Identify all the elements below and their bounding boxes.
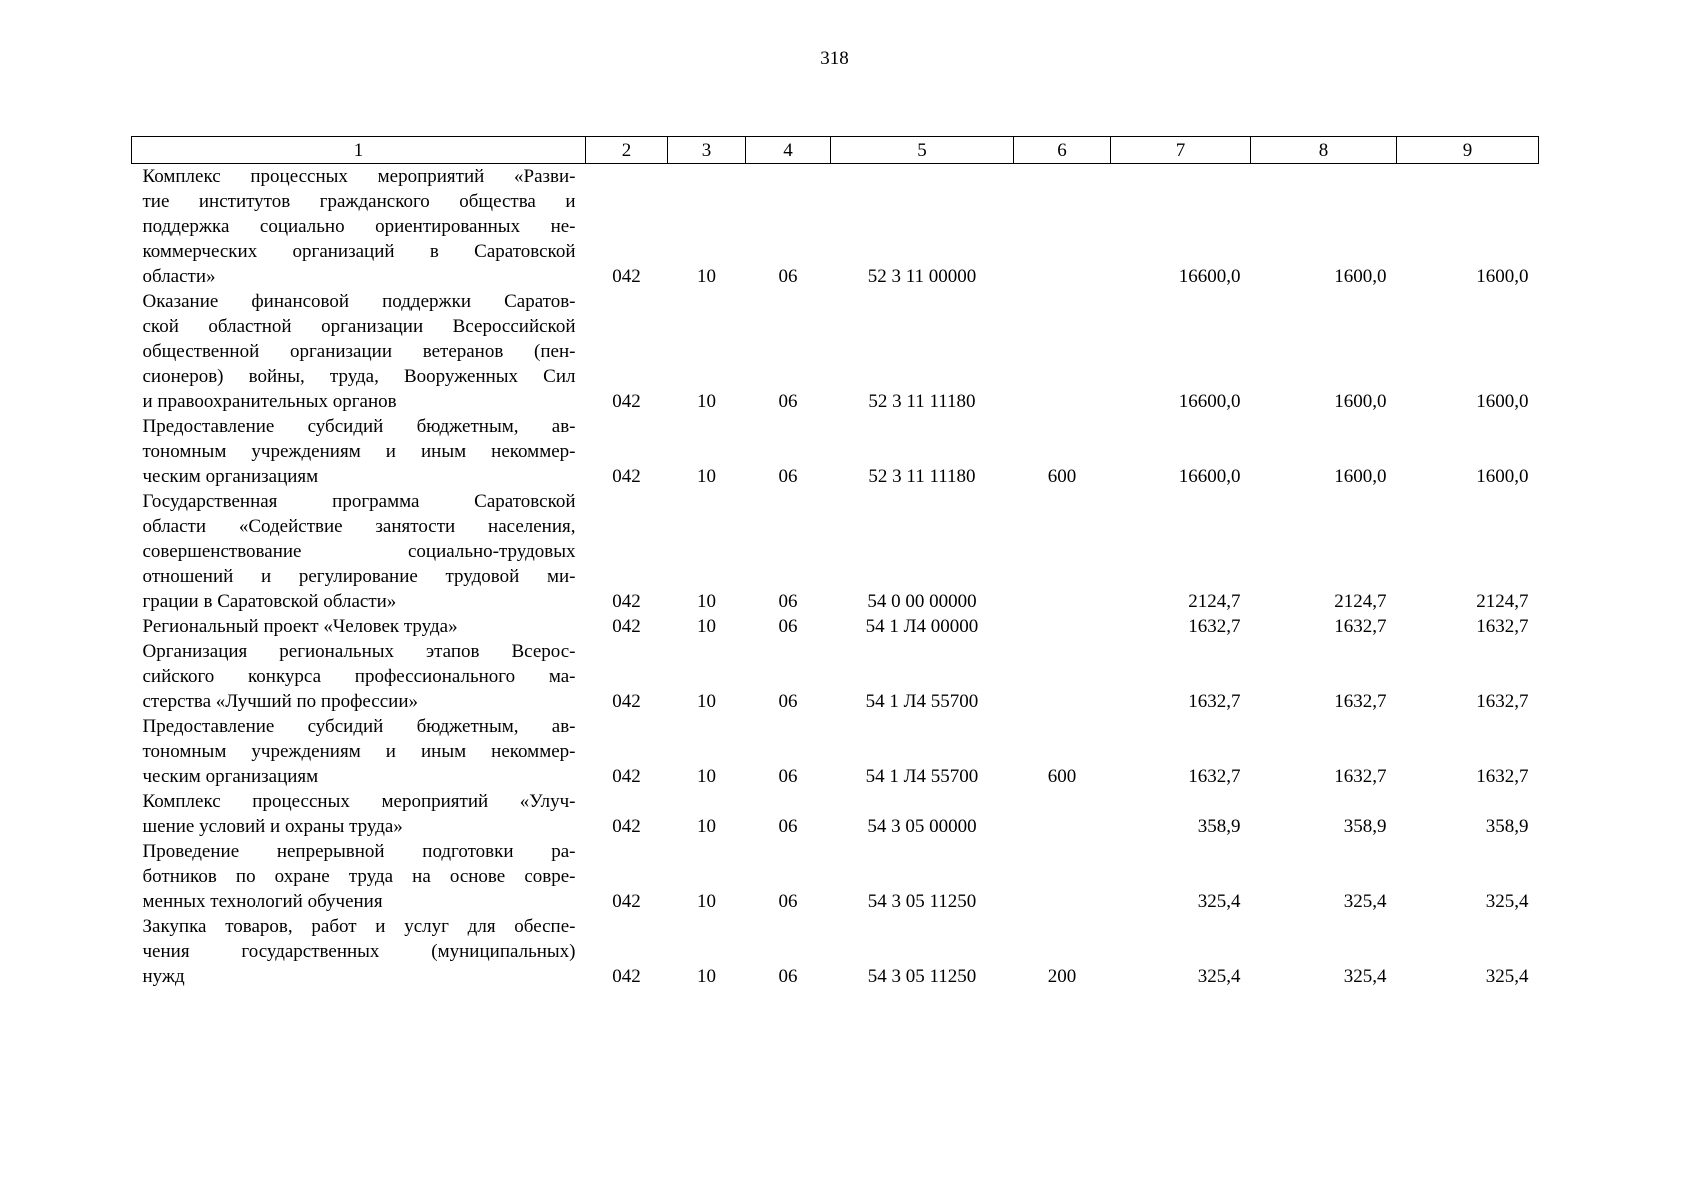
description-line: нужд <box>142 966 185 987</box>
cell-col-7: 358,9 <box>1197 816 1241 837</box>
cell-col-7: 16600,0 <box>1178 266 1241 287</box>
table-header <box>132 137 1539 164</box>
description-line: Проведение непрерывной подготовки ра- <box>142 841 576 862</box>
cell-col-3: 10 <box>697 466 716 487</box>
table-body <box>132 164 1539 990</box>
description-line: Оказание финансовой поддержки Саратов- <box>142 291 576 312</box>
cell-col-3: 10 <box>697 766 716 787</box>
cell-col-6 <box>1014 489 1111 614</box>
column-header-3: 3 <box>668 137 746 164</box>
table-row <box>132 789 1539 839</box>
table-row <box>132 164 1539 290</box>
cell-col-5: 54 1 Л4 55700 <box>865 766 979 787</box>
description-line: Комплекс процессных мероприятий «Разви- <box>142 166 576 187</box>
cell-col-9: 1632,7 <box>1476 766 1529 787</box>
description-line: Предоставление субсидий бюджетным, ав- <box>142 416 576 437</box>
row-description <box>132 164 586 290</box>
description-line: Организация региональных этапов Всерос- <box>142 641 576 662</box>
cell-col-4: 06 <box>778 766 798 787</box>
cell-col-8: 325,4 <box>1343 891 1387 912</box>
description-line: сионеров) войны, труда, Вооруженных Сил <box>142 366 576 387</box>
cell-col-2: 042 <box>612 616 641 637</box>
cell-col-3: 10 <box>697 816 716 837</box>
cell-col-8: 1600,0 <box>1334 391 1387 412</box>
column-header-7: 7 <box>1111 137 1251 164</box>
cell-col-3: 10 <box>697 591 716 612</box>
cell-col-9: 358,9 <box>1485 816 1529 837</box>
cell-col-5: 54 3 05 11250 <box>867 891 977 912</box>
cell-col-9: 325,4 <box>1485 966 1529 987</box>
description-line: коммерческих организаций в Саратовской <box>142 241 576 262</box>
budget-table <box>131 136 1539 989</box>
cell-col-8: 325,4 <box>1343 966 1387 987</box>
column-header-6: 6 <box>1014 137 1111 164</box>
row-description <box>132 839 586 914</box>
cell-col-7: 16600,0 <box>1178 466 1241 487</box>
description-line: тономным учреждениям и иным некоммер- <box>142 441 576 462</box>
cell-col-8: 1600,0 <box>1334 266 1387 287</box>
description-line: отношений и регулирование трудовой ми- <box>142 566 576 587</box>
cell-col-9: 1632,7 <box>1476 691 1529 712</box>
cell-col-6 <box>1014 614 1111 639</box>
cell-col-9: 1600,0 <box>1476 266 1529 287</box>
description-line: Региональный проект «Человек труда» <box>142 616 458 637</box>
description-line: ческим организациям <box>142 766 319 787</box>
cell-col-5: 54 3 05 11250 <box>867 966 977 987</box>
description-line: Комплекс процессных мероприятий «Улуч- <box>142 791 576 812</box>
cell-col-5: 54 1 Л4 55700 <box>865 691 979 712</box>
description-line: тономным учреждениям и иным некоммер- <box>142 741 576 762</box>
description-line: чения государственных (муниципальных) <box>142 941 576 962</box>
description-line: области «Содействие занятости населения, <box>142 516 576 537</box>
column-header-4: 4 <box>746 137 831 164</box>
description-line: ской областной организации Всероссийской <box>142 316 576 337</box>
cell-col-3: 10 <box>697 691 716 712</box>
cell-col-6 <box>1014 164 1111 290</box>
row-description <box>132 714 586 789</box>
cell-col-4: 06 <box>778 691 798 712</box>
row-description <box>132 414 586 489</box>
table-header-row <box>132 137 1539 164</box>
description-line: сийского конкурса профессионального ма- <box>142 666 576 687</box>
cell-col-2: 042 <box>612 766 641 787</box>
description-line: общественной организации ветеранов (пен- <box>142 341 576 362</box>
row-description <box>132 489 586 614</box>
cell-col-9: 325,4 <box>1485 891 1529 912</box>
cell-col-2: 042 <box>612 466 641 487</box>
cell-col-7: 1632,7 <box>1188 691 1241 712</box>
cell-col-8: 2124,7 <box>1334 591 1387 612</box>
cell-col-4: 06 <box>778 616 798 637</box>
table-row <box>132 714 1539 789</box>
table-row <box>132 489 1539 614</box>
description-line: Предоставление субсидий бюджетным, ав- <box>142 716 576 737</box>
description-line: Закупка товаров, работ и услуг для обеспе- <box>142 916 576 937</box>
cell-col-8: 1632,7 <box>1334 691 1387 712</box>
cell-col-6 <box>1014 639 1111 714</box>
table-row <box>132 614 1539 639</box>
cell-col-6: 600 <box>1047 766 1077 787</box>
page-number: 318 <box>820 48 849 69</box>
cell-col-7: 16600,0 <box>1178 391 1241 412</box>
cell-col-6 <box>1014 839 1111 914</box>
cell-col-4: 06 <box>778 816 798 837</box>
table-row <box>132 639 1539 714</box>
description-line: Государственная программа Саратовской <box>142 491 576 512</box>
cell-col-7: 1632,7 <box>1188 766 1241 787</box>
cell-col-2: 042 <box>612 816 641 837</box>
cell-col-2: 042 <box>612 266 641 287</box>
cell-col-2: 042 <box>612 591 641 612</box>
cell-col-9: 1600,0 <box>1476 466 1529 487</box>
column-header-5: 5 <box>831 137 1014 164</box>
description-line: ческим организациям <box>142 466 319 487</box>
description-line: и правоохранительных органов <box>142 391 397 412</box>
description-line: шение условий и охраны труда» <box>142 816 403 837</box>
cell-col-3: 10 <box>697 966 716 987</box>
cell-col-2: 042 <box>612 391 641 412</box>
cell-col-5: 52 3 11 11180 <box>868 466 976 487</box>
row-description <box>132 639 586 714</box>
cell-col-7: 325,4 <box>1197 891 1241 912</box>
cell-col-4: 06 <box>778 891 798 912</box>
row-description <box>132 789 586 839</box>
description-line: совершенствование социально-трудовых <box>142 541 576 562</box>
table-row <box>132 414 1539 489</box>
row-description <box>132 614 586 639</box>
cell-col-8: 1632,7 <box>1334 766 1387 787</box>
description-line: менных технологий обучения <box>142 891 383 912</box>
row-description <box>132 914 586 989</box>
column-header-8: 8 <box>1251 137 1397 164</box>
cell-col-2: 042 <box>612 966 641 987</box>
column-header-9: 9 <box>1397 137 1539 164</box>
description-line: ботников по охране труда на основе совре- <box>142 866 576 887</box>
cell-col-3: 10 <box>697 891 716 912</box>
cell-col-4: 06 <box>778 266 798 287</box>
cell-col-7: 325,4 <box>1197 966 1241 987</box>
column-header-1: 1 <box>132 137 586 164</box>
cell-col-4: 06 <box>778 591 798 612</box>
cell-col-3: 10 <box>697 266 716 287</box>
cell-col-5: 54 3 05 00000 <box>867 816 977 837</box>
cell-col-9: 2124,7 <box>1476 591 1529 612</box>
cell-col-4: 06 <box>778 391 798 412</box>
cell-col-5: 52 3 11 00000 <box>867 266 977 287</box>
cell-col-6 <box>1014 789 1111 839</box>
cell-col-8: 1632,7 <box>1334 616 1387 637</box>
cell-col-3: 10 <box>697 616 716 637</box>
cell-col-3: 10 <box>697 391 716 412</box>
cell-col-9: 1632,7 <box>1476 616 1529 637</box>
table-row <box>132 289 1539 414</box>
cell-col-4: 06 <box>778 466 798 487</box>
cell-col-6: 200 <box>1047 966 1077 987</box>
cell-col-9: 1600,0 <box>1476 391 1529 412</box>
description-line: поддержка социально ориентированных не- <box>142 216 576 237</box>
cell-col-5: 54 1 Л4 00000 <box>865 616 979 637</box>
row-description <box>132 289 586 414</box>
table-row <box>132 914 1539 989</box>
description-line: грации в Саратовской области» <box>142 591 397 612</box>
description-line: стерства «Лучший по профессии» <box>142 691 418 712</box>
cell-col-2: 042 <box>612 691 641 712</box>
cell-col-5: 54 0 00 00000 <box>867 591 977 612</box>
cell-col-8: 1600,0 <box>1334 466 1387 487</box>
cell-col-2: 042 <box>612 891 641 912</box>
column-header-2: 2 <box>586 137 668 164</box>
cell-col-4: 06 <box>778 966 798 987</box>
table-row <box>132 839 1539 914</box>
cell-col-6 <box>1014 289 1111 414</box>
cell-col-7: 2124,7 <box>1188 591 1241 612</box>
description-line: области» <box>142 266 216 287</box>
cell-col-5: 52 3 11 11180 <box>868 391 976 412</box>
cell-col-8: 358,9 <box>1343 816 1387 837</box>
description-line: тие институтов гражданского общества и <box>142 191 576 212</box>
cell-col-7: 1632,7 <box>1188 616 1241 637</box>
cell-col-6: 600 <box>1047 466 1077 487</box>
